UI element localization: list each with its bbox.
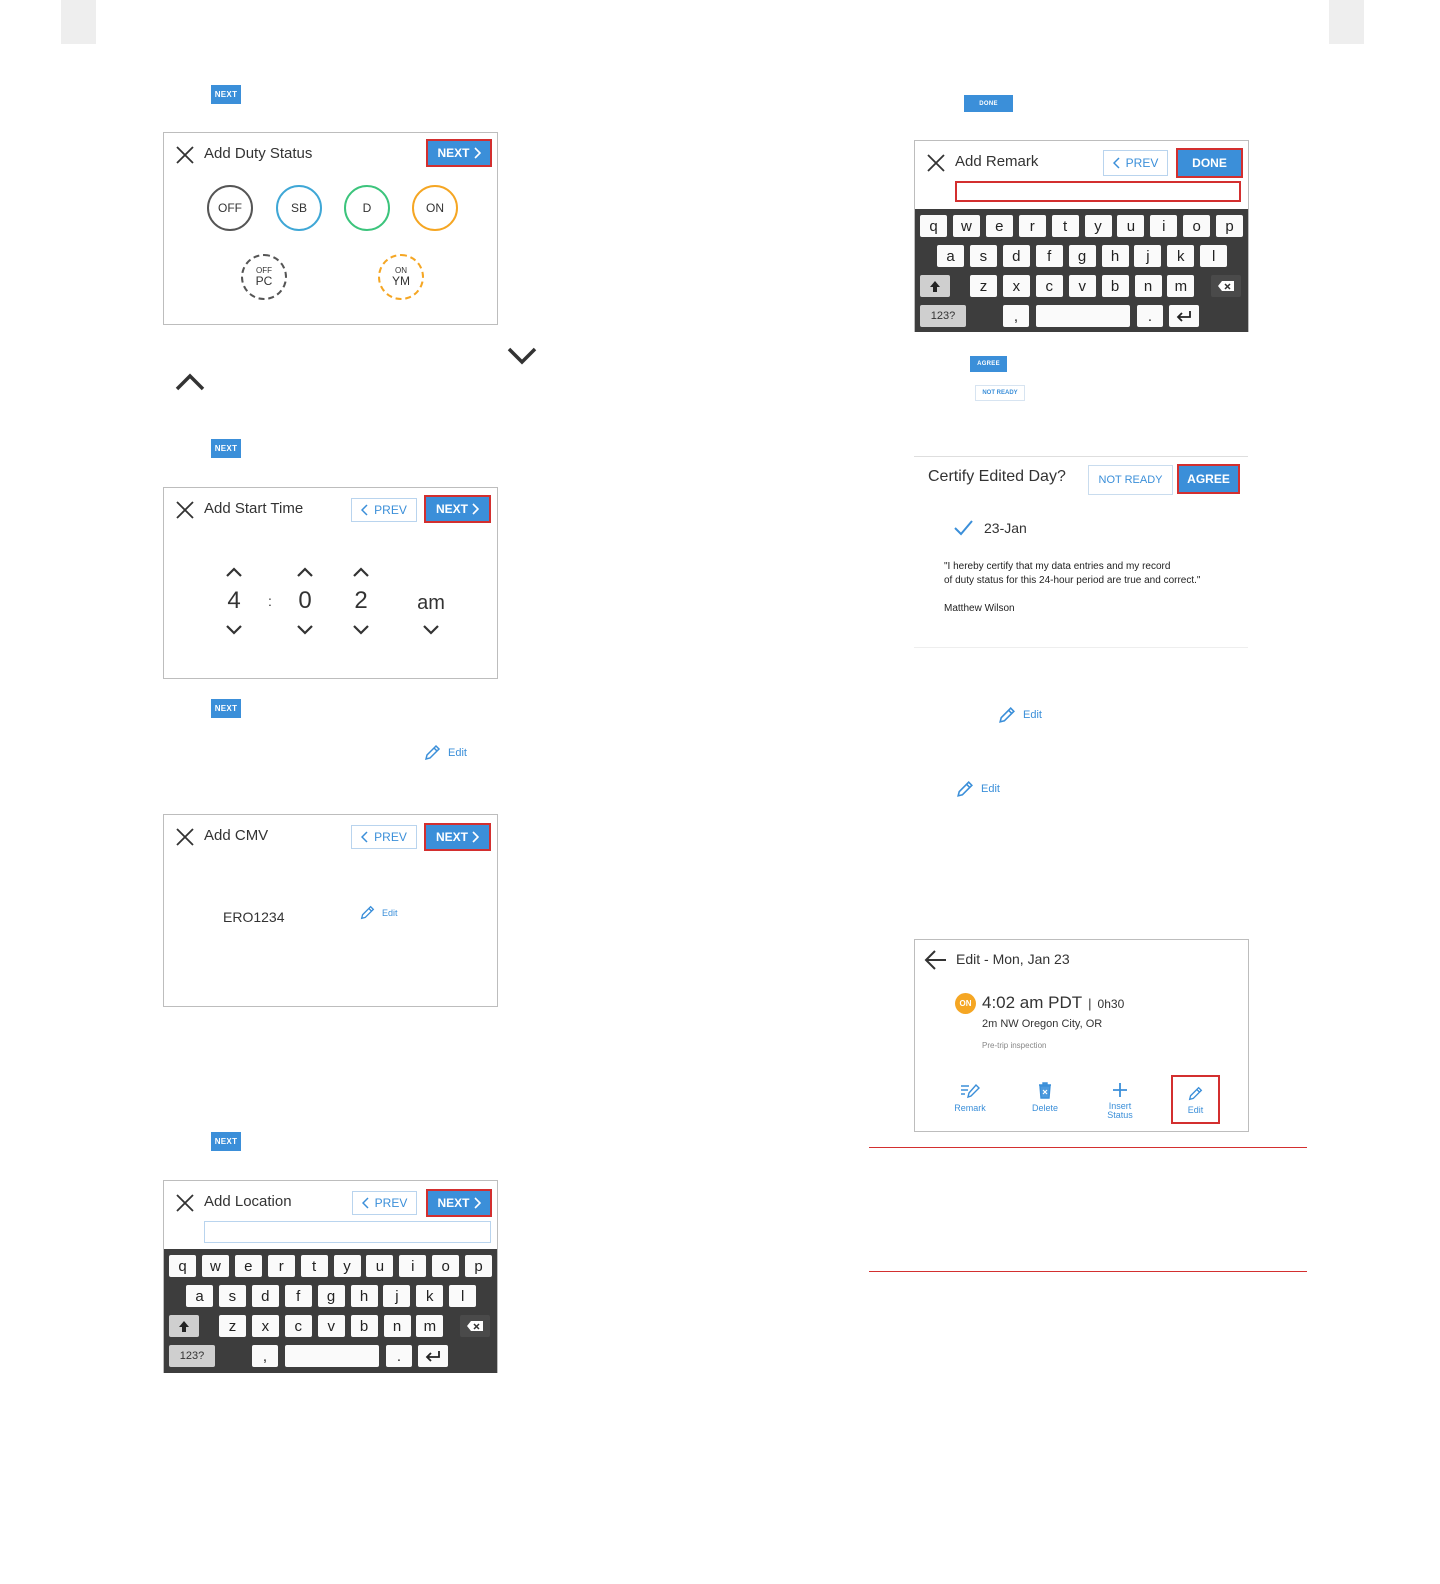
shift-key[interactable] — [169, 1315, 199, 1337]
period-key[interactable]: . — [386, 1345, 412, 1367]
cmv-panel — [163, 814, 498, 1007]
location-panel — [163, 1180, 498, 1373]
trash-icon — [1038, 1082, 1052, 1099]
panel-title: Add Duty Status — [204, 145, 313, 162]
key-m[interactable]: m — [1167, 275, 1194, 297]
key-e[interactable]: e — [986, 215, 1013, 237]
close-icon[interactable] — [174, 499, 196, 521]
key-z[interactable]: z — [970, 275, 997, 297]
key-o[interactable]: o — [432, 1255, 459, 1277]
enter-key[interactable] — [1169, 305, 1199, 327]
key-v[interactable]: v — [1069, 275, 1096, 297]
space-key[interactable] — [1036, 305, 1130, 327]
key-q[interactable]: q — [169, 1255, 196, 1277]
next-label: NEXT — [437, 1196, 470, 1210]
agree-button[interactable] — [1177, 464, 1240, 494]
panel-title: Add CMV — [204, 827, 269, 844]
panel-title: Add Location — [204, 1193, 292, 1210]
key-i[interactable]: i — [1150, 215, 1177, 237]
next-button[interactable] — [424, 823, 491, 851]
key-w[interactable]: w — [202, 1255, 229, 1277]
insert-action-label-1: Insert — [1108, 1101, 1132, 1111]
shift-key[interactable] — [920, 275, 950, 297]
period-down-icon[interactable] — [422, 624, 440, 636]
chevron-down-icon — [507, 347, 537, 365]
backspace-icon — [1217, 280, 1235, 292]
backspace-icon — [466, 1320, 484, 1332]
inline-next-button: NEXT — [211, 85, 241, 104]
checkmark-icon — [953, 519, 974, 536]
key-q[interactable]: q — [920, 215, 947, 237]
close-icon[interactable] — [174, 826, 196, 848]
key-c[interactable]: c — [285, 1315, 312, 1337]
enter-icon — [1176, 310, 1192, 322]
chevron-right-icon — [474, 147, 481, 159]
status-d-label: D — [362, 201, 372, 215]
minute-tens-value: 0 — [298, 587, 312, 614]
key-b[interactable]: b — [351, 1315, 378, 1337]
done-label: DONE — [1192, 156, 1227, 170]
chevron-left-icon — [1113, 157, 1120, 169]
section-rule — [869, 1271, 1307, 1272]
edit-label: Edit — [448, 746, 467, 759]
key-a[interactable]: a — [186, 1285, 213, 1307]
status-sb-button[interactable] — [276, 185, 322, 231]
start-time-panel — [163, 487, 498, 679]
key-t[interactable]: t — [1052, 215, 1079, 237]
prev-button[interactable] — [1103, 150, 1168, 176]
cmv-edit-link[interactable] — [359, 904, 398, 921]
inline-next-button: NEXT — [211, 439, 241, 458]
key-x[interactable]: x — [1003, 275, 1030, 297]
prev-button[interactable] — [352, 1191, 417, 1215]
pencil-icon — [1187, 1085, 1204, 1102]
plus-icon — [1112, 1082, 1128, 1098]
not-ready-label: NOT READY — [1098, 474, 1163, 486]
divider — [914, 456, 1248, 457]
pencil-icon — [997, 705, 1017, 725]
status-ym-button[interactable] — [378, 254, 424, 300]
event-note: Pre-trip inspection — [982, 1041, 1047, 1050]
key-u[interactable]: u — [1117, 215, 1144, 237]
next-label: NEXT — [435, 502, 468, 516]
key-p[interactable]: p — [465, 1255, 492, 1277]
close-icon[interactable] — [174, 144, 196, 166]
key-r[interactable]: r — [1019, 215, 1046, 237]
status-ym-top-label: ON — [395, 266, 407, 275]
key-h[interactable]: h — [351, 1285, 378, 1307]
status-on-button[interactable] — [412, 185, 458, 231]
key-b[interactable]: b — [1102, 275, 1129, 297]
inline-agree-button: AGREE — [970, 356, 1007, 372]
duty-status-panel — [163, 132, 498, 325]
backspace-key[interactable] — [460, 1315, 490, 1337]
key-m[interactable]: m — [416, 1315, 443, 1337]
keyboard — [164, 1249, 497, 1373]
time-separator: : — [268, 593, 272, 609]
status-sb-label: SB — [290, 201, 307, 215]
delete-action-label: Delete — [1031, 1103, 1058, 1113]
event-time-value: 4:02 am PDT — [982, 993, 1083, 1012]
certify-date: 23-Jan — [984, 520, 1027, 536]
next-button[interactable] — [426, 139, 492, 167]
status-pc-top-label: OFF — [256, 266, 272, 275]
edit-action[interactable] — [1171, 1075, 1220, 1124]
prev-button[interactable] — [351, 825, 417, 849]
key-g[interactable]: g — [1069, 245, 1096, 267]
status-off-label: OFF — [218, 201, 242, 215]
chevron-right-icon — [472, 503, 479, 515]
status-pc-button[interactable] — [241, 254, 287, 300]
minute-tens-up-icon[interactable] — [296, 566, 314, 578]
key-c[interactable]: c — [1036, 275, 1063, 297]
minute-tens-down-icon[interactable] — [296, 624, 314, 636]
next-label: NEXT — [437, 146, 470, 160]
keyboard — [915, 209, 1248, 332]
key-n[interactable]: n — [1135, 275, 1162, 297]
remark-icon — [959, 1082, 981, 1100]
shift-icon — [178, 1320, 190, 1333]
minute-ones-up-icon[interactable] — [352, 566, 370, 578]
agree-label: AGREE — [1187, 472, 1230, 486]
edit-link[interactable] — [423, 743, 467, 762]
status-badge — [955, 993, 976, 1014]
key-f[interactable]: f — [285, 1285, 312, 1307]
done-button[interactable] — [1176, 148, 1243, 178]
numeric-key[interactable]: 123? — [920, 305, 966, 327]
page-tab-right — [1329, 0, 1364, 44]
key-e[interactable]: e — [235, 1255, 262, 1277]
status-badge-label: ON — [959, 999, 972, 1008]
inline-next-button: NEXT — [211, 699, 241, 718]
back-arrow-icon[interactable] — [924, 949, 948, 971]
separator-bar: | — [1088, 996, 1092, 1011]
key-l[interactable]: l — [449, 1285, 476, 1307]
chevron-left-icon — [361, 504, 368, 516]
certify-statement-line2: of duty status for this 24-hour period are true and correct." — [944, 575, 1201, 586]
chevron-right-icon — [474, 1197, 481, 1209]
key-h[interactable]: h — [1102, 245, 1129, 267]
key-y[interactable]: y — [334, 1255, 361, 1277]
chevron-right-icon — [472, 831, 479, 843]
minute-ones-down-icon[interactable] — [352, 624, 370, 636]
hour-down-icon[interactable] — [225, 624, 243, 636]
panel-title: Add Remark — [955, 153, 1039, 170]
key-k[interactable]: k — [1167, 245, 1194, 267]
key-j[interactable]: j — [383, 1285, 410, 1307]
key-y[interactable]: y — [1085, 215, 1112, 237]
remark-input[interactable] — [955, 181, 1241, 202]
shift-icon — [929, 280, 941, 293]
prev-label: PREV — [374, 1196, 408, 1210]
page-tab-left — [61, 0, 96, 44]
remark-panel — [914, 140, 1249, 332]
backspace-key[interactable] — [1211, 275, 1241, 297]
status-off-button[interactable] — [207, 185, 253, 231]
hour-up-icon[interactable] — [225, 566, 243, 578]
enter-icon — [425, 1350, 441, 1362]
close-icon[interactable] — [174, 1192, 196, 1214]
key-t[interactable]: t — [301, 1255, 328, 1277]
edit-label: Edit — [382, 907, 398, 918]
prev-label: PREV — [1125, 156, 1159, 170]
key-v[interactable]: v — [318, 1315, 345, 1337]
edit-link[interactable] — [997, 705, 1042, 725]
key-z[interactable]: z — [219, 1315, 246, 1337]
close-icon[interactable] — [925, 152, 947, 174]
hour-value: 4 — [227, 587, 241, 614]
space-key[interactable] — [285, 1345, 379, 1367]
event-time — [982, 993, 1124, 1013]
pencil-icon — [359, 904, 376, 921]
certify-statement-line1: "I hereby certify that my data entries and my record — [944, 561, 1171, 572]
next-button[interactable] — [426, 1189, 492, 1217]
certify-name: Matthew Wilson — [944, 603, 1015, 614]
section-rule — [869, 1147, 1307, 1148]
key-d[interactable]: d — [252, 1285, 279, 1307]
numeric-key[interactable]: 123? — [169, 1345, 215, 1367]
edit-day-panel — [914, 939, 1249, 1132]
key-u[interactable]: u — [366, 1255, 393, 1277]
prev-label: PREV — [374, 830, 407, 844]
chevron-up-icon — [175, 373, 205, 391]
divider — [914, 647, 1248, 648]
key-j[interactable]: j — [1134, 245, 1161, 267]
location-input[interactable] — [204, 1221, 491, 1243]
prev-button[interactable] — [351, 498, 417, 522]
minute-ones-value: 2 — [354, 587, 368, 614]
key-g[interactable]: g — [318, 1285, 345, 1307]
key-r[interactable]: r — [268, 1255, 295, 1277]
pencil-icon — [955, 779, 975, 799]
event-duration: 0h30 — [1097, 997, 1125, 1011]
status-ym-bottom-label: YM — [392, 274, 410, 288]
edit-day-title: Edit - Mon, Jan 23 — [956, 951, 1070, 967]
key-k[interactable]: k — [416, 1285, 443, 1307]
chevron-left-icon — [361, 831, 368, 843]
edit-action-label: Edit — [1187, 1104, 1204, 1115]
inline-not-ready-button: NOT READY — [975, 385, 1025, 401]
edit-label: Edit — [1023, 709, 1042, 721]
event-location: 2m NW Oregon City, OR — [982, 1018, 1103, 1030]
cmv-value: ERO1234 — [223, 909, 285, 925]
key-p[interactable]: p — [1216, 215, 1243, 237]
edit-link[interactable] — [955, 779, 1000, 799]
period-key[interactable]: . — [1137, 305, 1163, 327]
key-s[interactable]: s — [970, 245, 997, 267]
key-l[interactable]: l — [1200, 245, 1227, 267]
edit-label: Edit — [981, 783, 1000, 795]
comma-key[interactable]: , — [252, 1345, 278, 1367]
status-d-button[interactable] — [344, 185, 390, 231]
next-label: NEXT — [435, 830, 468, 844]
key-d[interactable]: d — [1003, 245, 1030, 267]
prev-label: PREV — [374, 503, 407, 517]
insert-status-action[interactable] — [1095, 1082, 1145, 1120]
panel-title: Add Start Time — [204, 500, 304, 517]
status-pc-bottom-label: PC — [255, 274, 273, 288]
key-n[interactable]: n — [384, 1315, 411, 1337]
key-s[interactable]: s — [219, 1285, 246, 1307]
key-w[interactable]: w — [953, 215, 980, 237]
key-o[interactable]: o — [1183, 215, 1210, 237]
next-button[interactable] — [424, 495, 491, 523]
pencil-icon — [423, 743, 442, 762]
enter-key[interactable] — [418, 1345, 448, 1367]
key-i[interactable]: i — [399, 1255, 426, 1277]
remark-action-label: Remark — [954, 1103, 986, 1113]
inline-done-button: DONE — [964, 95, 1013, 112]
comma-key[interactable]: , — [1003, 305, 1029, 327]
remark-action[interactable] — [945, 1082, 995, 1113]
delete-action[interactable] — [1020, 1082, 1070, 1113]
key-a[interactable]: a — [937, 245, 964, 267]
key-f[interactable]: f — [1036, 245, 1063, 267]
certify-title: Certify Edited Day? — [928, 468, 1066, 485]
chevron-left-icon — [362, 1197, 369, 1209]
inline-next-button: NEXT — [211, 1132, 241, 1151]
period-value: am — [417, 592, 445, 614]
key-x[interactable]: x — [252, 1315, 279, 1337]
not-ready-button[interactable] — [1088, 465, 1173, 495]
status-on-label: ON — [426, 201, 444, 215]
insert-action-label-2: Status — [1107, 1110, 1133, 1120]
